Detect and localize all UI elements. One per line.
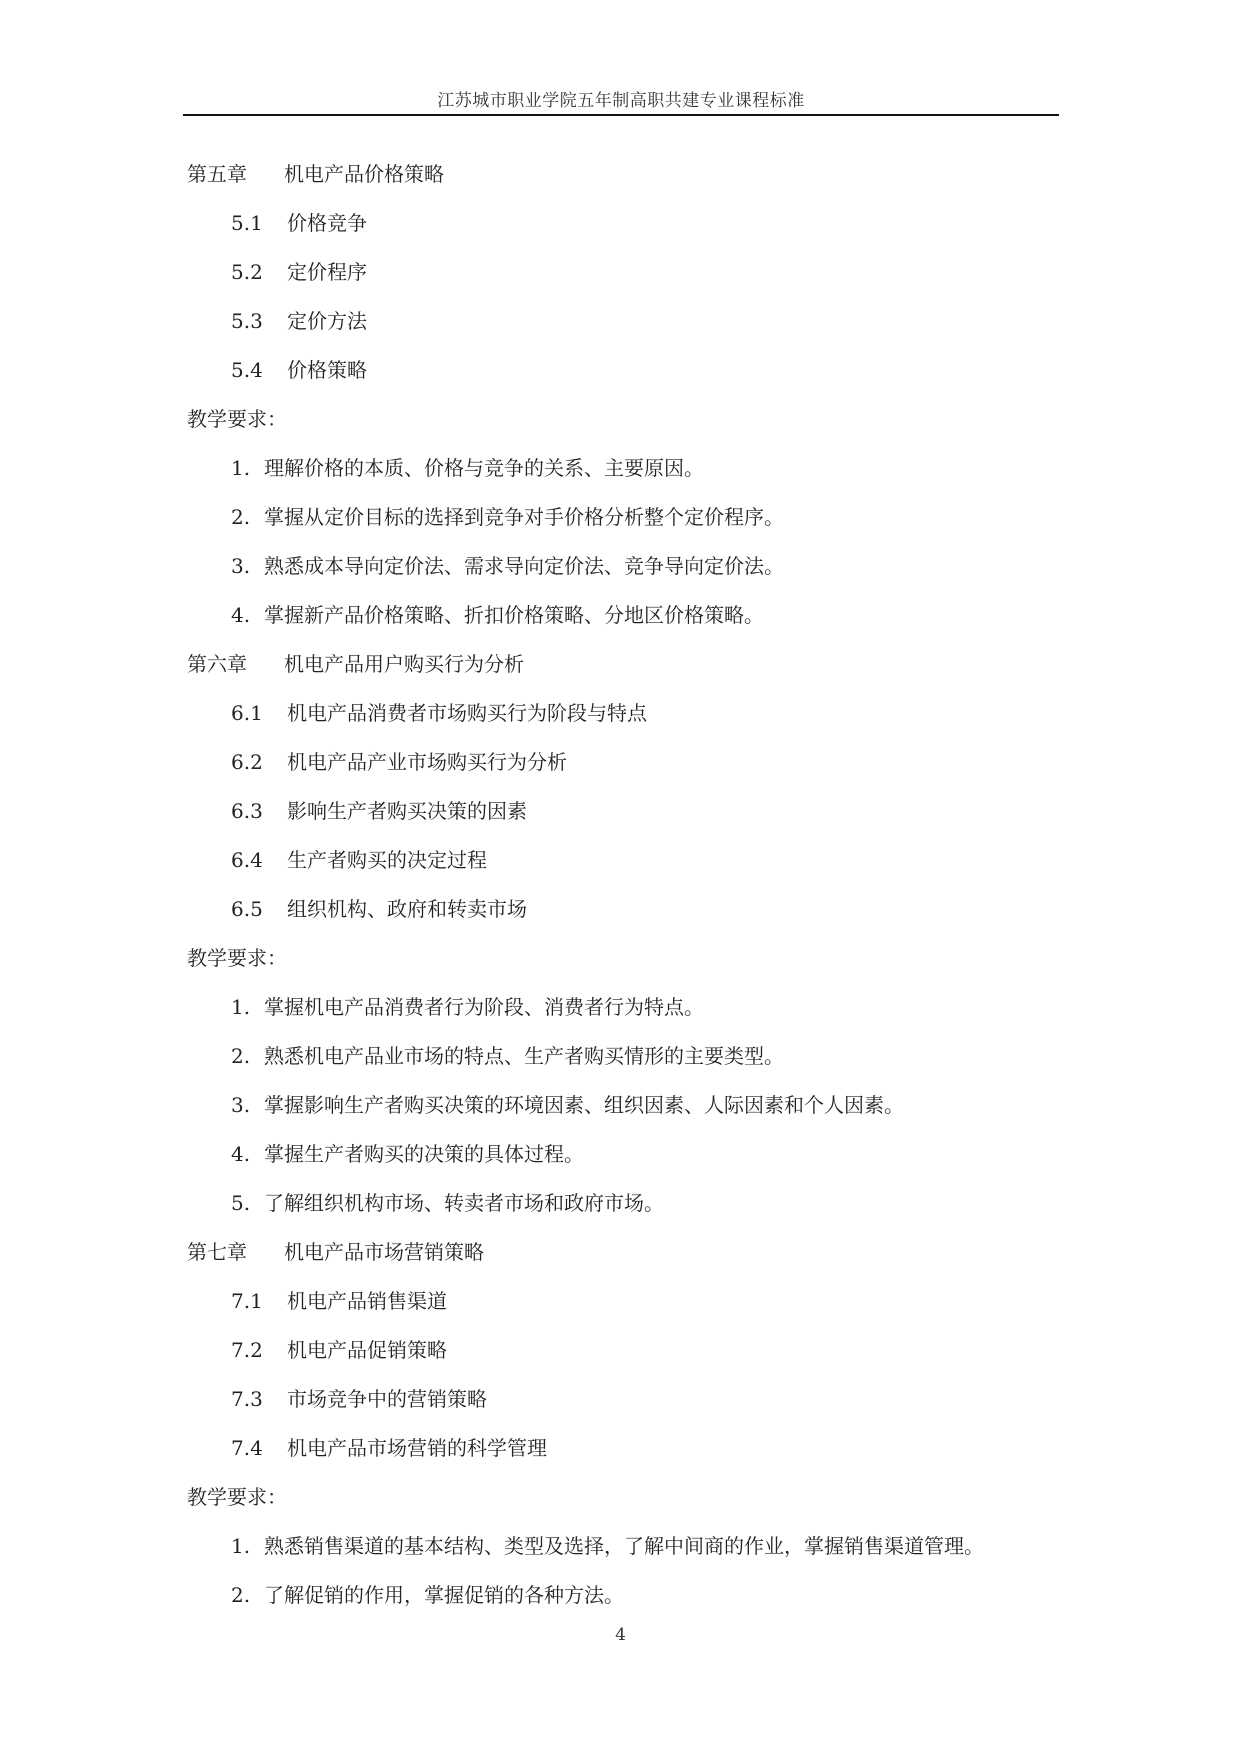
section-title: 生产者购买的决定过程 <box>287 848 487 872</box>
section-title: 影响生产者购买决策的因素 <box>287 799 527 823</box>
item-number: 2. <box>231 1583 251 1607</box>
page-body <box>187 158 1057 1628</box>
item-number: 1. <box>231 995 251 1019</box>
section-item <box>187 893 1057 942</box>
section-title: 定价程序 <box>287 260 367 284</box>
item-number: 3. <box>231 554 251 578</box>
section-item <box>187 1334 1057 1383</box>
section-number: 7.2 <box>231 1338 263 1362</box>
item-number: 4. <box>231 1142 251 1166</box>
line-text: 教学要求： <box>187 407 287 431</box>
line-text: 理解价格的本质、价格与竞争的关系、主要原因。 <box>264 456 704 480</box>
line-text: 了解促销的作用，掌握促销的各种方法。 <box>264 1583 624 1607</box>
section-item <box>187 1285 1057 1334</box>
line-text: 熟悉机电产品业市场的特点、生产者购买情形的主要类型。 <box>264 1044 784 1068</box>
line-text: 掌握生产者购买的决策的具体过程。 <box>264 1142 584 1166</box>
header-rule <box>183 114 1059 116</box>
chapter-heading <box>187 648 1057 697</box>
chapter-title: 机电产品用户购买行为分析 <box>284 652 524 676</box>
item-number: 5. <box>231 1191 251 1215</box>
requirement-item <box>187 1187 1057 1236</box>
item-number: 3. <box>231 1093 251 1117</box>
section-title: 定价方法 <box>287 309 367 333</box>
section-number: 5.4 <box>231 358 263 382</box>
requirement-item <box>187 550 1057 599</box>
chapter-heading <box>187 1236 1057 1285</box>
line-text: 掌握从定价目标的选择到竞争对手价格分析整个定价程序。 <box>264 505 784 529</box>
section-title: 机电产品市场营销的科学管理 <box>287 1436 547 1460</box>
section-item <box>187 305 1057 354</box>
section-title: 机电产品促销策略 <box>287 1338 447 1362</box>
requirement-item <box>187 599 1057 648</box>
line-text: 教学要求： <box>187 946 287 970</box>
section-number: 6.2 <box>231 750 263 774</box>
requirement-item <box>187 1138 1057 1187</box>
requirement-item <box>187 1530 1057 1579</box>
page-number: 4 <box>615 1625 626 1645</box>
section-number: 6.4 <box>231 848 263 872</box>
requirement-item <box>187 1040 1057 1089</box>
chapter-title: 机电产品价格策略 <box>284 162 444 186</box>
section-item <box>187 746 1057 795</box>
requirement-item <box>187 991 1057 1040</box>
requirement-item <box>187 452 1057 501</box>
item-number: 2. <box>231 1044 251 1068</box>
item-number: 4. <box>231 603 251 627</box>
section-title: 组织机构、政府和转卖市场 <box>287 897 527 921</box>
section-title: 价格策略 <box>287 358 367 382</box>
chapter-number: 第六章 <box>187 652 247 676</box>
section-item <box>187 1383 1057 1432</box>
running-header: 江苏城市职业学院五年制高职共建专业课程标准 <box>437 91 805 111</box>
section-item <box>187 1432 1057 1481</box>
requirement-item <box>187 501 1057 550</box>
section-number: 5.2 <box>231 260 263 284</box>
line-text: 了解组织机构市场、转卖者市场和政府市场。 <box>264 1191 664 1215</box>
section-item <box>187 207 1057 256</box>
section-number: 7.3 <box>231 1387 263 1411</box>
chapter-heading <box>187 158 1057 207</box>
line-text: 熟悉成本导向定价法、需求导向定价法、竞争导向定价法。 <box>264 554 784 578</box>
line-text: 教学要求： <box>187 1485 287 1509</box>
section-number: 5.3 <box>231 309 263 333</box>
item-number: 1. <box>231 1534 251 1558</box>
section-number: 5.1 <box>231 211 263 235</box>
section-item <box>187 795 1057 844</box>
requirement-item <box>187 1579 1057 1628</box>
section-title: 机电产品产业市场购买行为分析 <box>287 750 567 774</box>
item-number: 2. <box>231 505 251 529</box>
section-item <box>187 844 1057 893</box>
chapter-title: 机电产品市场营销策略 <box>284 1240 484 1264</box>
item-number: 1. <box>231 456 251 480</box>
requirement-item <box>187 1089 1057 1138</box>
section-title: 机电产品消费者市场购买行为阶段与特点 <box>287 701 647 725</box>
section-number: 7.1 <box>231 1289 263 1313</box>
section-title: 市场竞争中的营销策略 <box>287 1387 487 1411</box>
section-item <box>187 354 1057 403</box>
section-number: 6.1 <box>231 701 263 725</box>
line-text: 掌握影响生产者购买决策的环境因素、组织因素、人际因素和个人因素。 <box>264 1093 904 1117</box>
line-text: 掌握机电产品消费者行为阶段、消费者行为特点。 <box>264 995 704 1019</box>
requirements-label <box>187 942 1057 991</box>
section-item <box>187 697 1057 746</box>
section-title: 价格竞争 <box>287 211 367 235</box>
section-number: 6.3 <box>231 799 263 823</box>
line-text: 熟悉销售渠道的基本结构、类型及选择，了解中间商的作业，掌握销售渠道管理。 <box>264 1534 984 1558</box>
chapter-number: 第七章 <box>187 1240 247 1264</box>
section-number: 6.5 <box>231 897 263 921</box>
section-item <box>187 256 1057 305</box>
line-text: 掌握新产品价格策略、折扣价格策略、分地区价格策略。 <box>264 603 764 627</box>
chapter-number: 第五章 <box>187 162 247 186</box>
requirements-label <box>187 1481 1057 1530</box>
section-number: 7.4 <box>231 1436 263 1460</box>
section-title: 机电产品销售渠道 <box>287 1289 447 1313</box>
requirements-label <box>187 403 1057 452</box>
